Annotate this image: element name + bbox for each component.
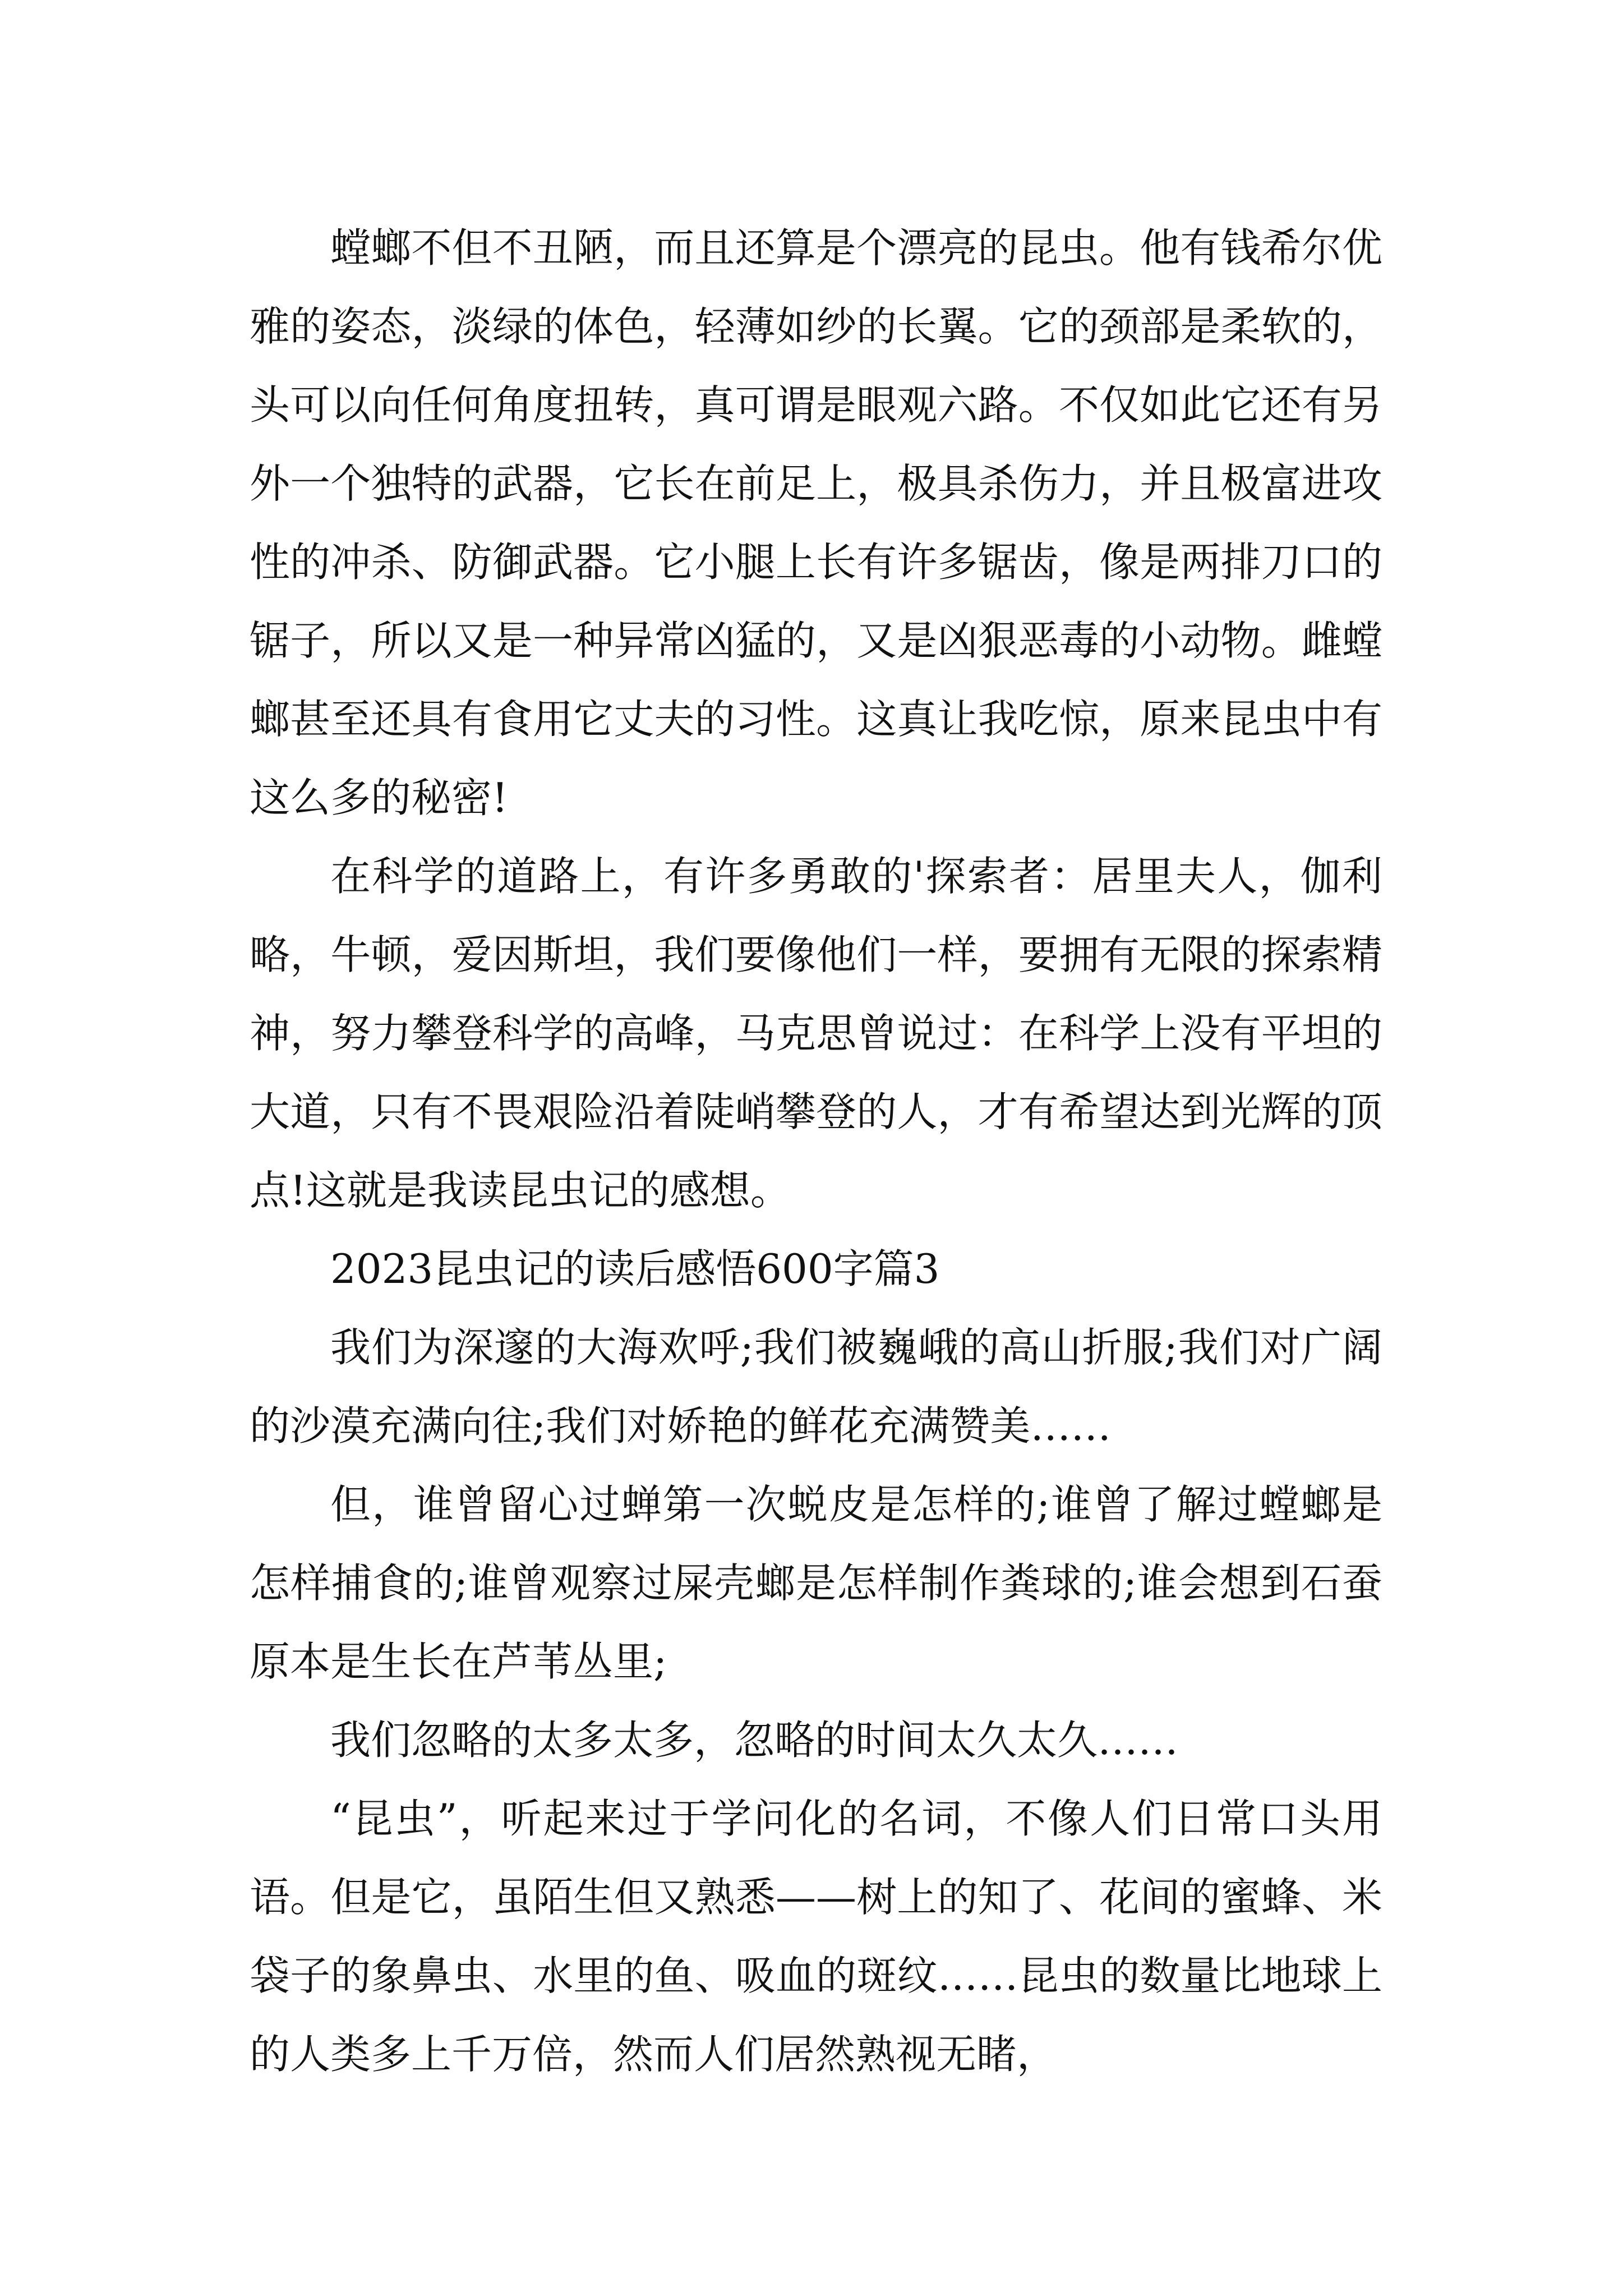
paragraph-nature: 我们为深邃的大海欢呼;我们被巍峨的高山折服;我们对广阔的沙漠充满向往;我们对娇艳的鲜花充满赞美……: [250, 1324, 1382, 1450]
paragraph-science: 在科学的道路上，有许多勇敢的'探索者：居里夫人，伽利略，牛顿，爱因斯坦，我们要像他们一样，要拥有无限的探索精神，努力攀登科学的高峰，马克思曾说过：在科学上没有平坦的大道，只有不畏艰险沿着陡峭攀登的人，才有希望达到光辉的顶点!这就是我读昆虫记的感想。: [250, 853, 1382, 1214]
paragraph-ignored: 我们忽略的太多太多，忽略的时间太久太久……: [330, 1717, 1179, 1764]
section-heading: 2023昆虫记的读后感悟600字篇3: [330, 1245, 940, 1292]
paragraph-mantis: 螳螂不但不丑陋，而且还算是个漂亮的昆虫。他有钱希尔优雅的姿态，淡绿的体色，轻薄如纱的长翼。它的颈部是柔软的，头可以向任何角度扭转，真可谓是眼观六路。不仅如此它还有另外一个独特的武器，它长在前足上，极具杀伤力，并且极富进攻性的冲杀、防御武器。它小腿上长有许多锯齿，像是两排刀口的锯子，所以又是一种异常凶猛的，又是凶狠恶毒的小动物。雌螳螂甚至还具有食用它丈夫的习性。这真让我吃惊，原来昆虫中有这么多的秘密!: [250, 224, 1382, 821]
document-body: [250, 209, 1382, 2093]
paragraph-questions: 但，谁曾留心过蝉第一次蜕皮是怎样的;谁曾了解过螳螂是怎样捕食的;谁曾观察过屎壳螂是怎样制作粪球的;谁会想到石蚕原本是生长在芦苇丛里;: [250, 1481, 1382, 1685]
paragraph-insects: “昆虫”，听起来过于学问化的名词，不像人们日常口头用语。但是它，虽陌生但又熟悉——树上的知了、花间的蜜蜂、米袋子的象鼻虫、水里的鱼、吸血的斑纹……昆虫的数量比地球上的人类多上千万倍，然而人们居然熟视无睹，: [250, 1795, 1382, 2078]
